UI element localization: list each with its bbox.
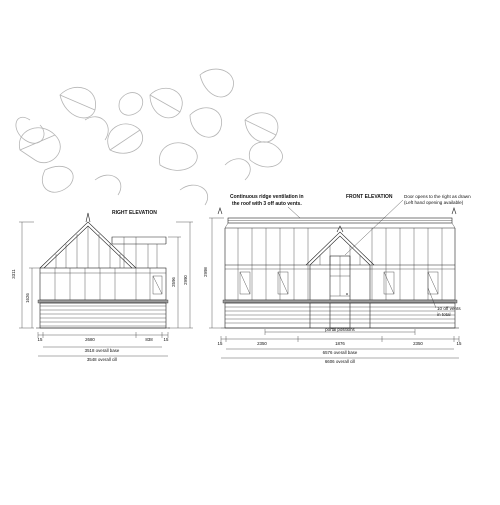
- front-width-right: 2350: [413, 341, 423, 346]
- right-overall-cill: 3548 overall cill: [86, 357, 118, 362]
- right-overall-base: 3518 overall base: [84, 348, 120, 353]
- front-elevation: [203, 194, 471, 364]
- right-elevation: [11, 210, 193, 362]
- front-width-left: 2350: [257, 341, 267, 346]
- door-note-line2: (Left hand opening available): [404, 200, 464, 205]
- leaf-pattern-icon: [16, 69, 283, 205]
- front-elevation-title: FRONT ELEVATION: [346, 194, 393, 200]
- front-height-total: 2998: [203, 267, 208, 277]
- portal-positions-label: portal positions: [325, 327, 355, 332]
- right-width-main: 2680: [85, 337, 95, 342]
- front-overall-base: 6576 overall base: [322, 350, 358, 355]
- door-note-line1: Door opens to the right as drawn: [404, 194, 471, 199]
- right-elevation-title: RIGHT ELEVATION: [112, 210, 157, 216]
- right-height-mid: 2596: [171, 277, 176, 287]
- right-height-total: 3311: [11, 269, 16, 279]
- right-offset-right: 15: [163, 337, 169, 342]
- front-overall-cill: 6606 overall cill: [324, 359, 356, 364]
- front-offset-left: 15: [217, 341, 223, 346]
- ridge-note-line1: Continuous ridge ventilation in: [230, 194, 304, 200]
- vents-note-line1: 10 off vents: [437, 306, 461, 311]
- right-height-eave: 1626: [25, 293, 30, 303]
- right-offset-left: 15: [37, 337, 43, 342]
- front-offset-right: 15: [456, 341, 462, 346]
- right-height-top: 2990: [183, 275, 188, 285]
- ridge-note-line2: the roof with 3 off auto vents.: [232, 201, 302, 207]
- right-width-side: 838: [145, 337, 153, 342]
- vents-note-line2: in total: [437, 312, 451, 317]
- front-width-mid: 1876: [335, 341, 345, 346]
